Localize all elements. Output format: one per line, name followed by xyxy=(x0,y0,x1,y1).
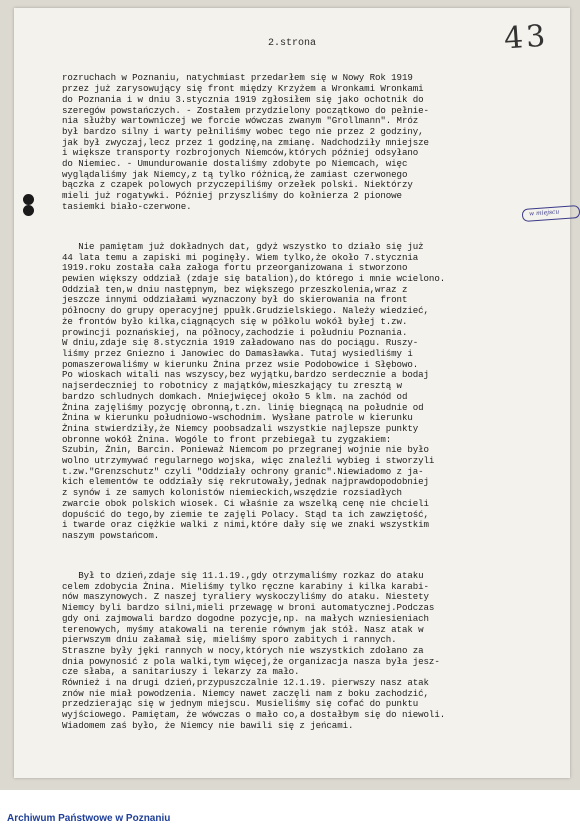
text-line: cze słaba, a sanitariuszy i lekarzy za mało. xyxy=(62,666,300,678)
paragraph-3 xyxy=(62,571,560,732)
archive-name: Archiwum Państwowe w Poznaniu xyxy=(7,813,171,824)
handwritten-page-number: 43 xyxy=(502,18,550,57)
text-line: wolno utrzymywać regularnego wojska, więc znaleźli wybieg i stworzyli xyxy=(62,455,435,467)
text-line: Po wioskach witali nas wszyscy,bez wyjątku,bardzo serdecznie a bodaj xyxy=(62,369,429,381)
text-line: gdy oni zajmowali bardzo dogodne pozycje,np. na małych wzniesieniach xyxy=(62,612,429,624)
document-page xyxy=(14,8,570,778)
text-line: Wiadomem zaś było, że Niemcy nie bawili się z jeńcami. xyxy=(62,719,354,731)
archive-footer xyxy=(0,790,580,840)
text-line: zwarcie obok polskich wiosek. Ci właśnie za wszelką cenę nie chcieli xyxy=(62,497,429,509)
text-line: wyjściowego. Pamiętam, że wówczas o mało co,a dostałbym się do niewoli. xyxy=(62,709,446,721)
text-line: bardzo schludnych domkach. Mniejwięcej około 5 klm. na zachód od xyxy=(62,390,408,402)
text-line: północny do grupy operacyjnej ppułk.Grudzielskiego. Należy wiedzieć, xyxy=(62,305,429,317)
text-line: W dniu,zdaje się 8.stycznia 1919 załadowano nas do pociągu. Ruszy- xyxy=(62,337,419,349)
text-line: i większe transporty rozbrojonych Niemców,których później odsyłano xyxy=(62,147,419,159)
text-line: terenowych, myśmy atakowali na terenie równym jak stół. Nasz atak w xyxy=(62,623,424,635)
text-line: 44 lata temu a zapiski mi poginęły. Wiem tylko,że około 7.stycznia xyxy=(62,251,419,263)
text-line: prowincji poznańskiej, na północy,zachodzie i południu Poznania. xyxy=(62,326,408,338)
text-line: Żnina w kierunku południowo-wschodnim. Wysłane patrole w kierunku xyxy=(62,412,413,424)
text-line: bączka z czapek polowych przyczepiliśmy orzełek polski. Niektórzy xyxy=(62,179,413,191)
page-label: 2.strona xyxy=(267,38,316,49)
text-line: dopuścić do tego,by ziemie te zajęli Polacy. Stąd ta ich zawziętość, xyxy=(62,508,429,520)
text-line: że frontów było kilka,ciągnących się w półkolu wokół byłej t.zw. xyxy=(62,315,408,327)
text-line: Nie pamiętam już dokładnych dat, gdyż wszystko to działo się już xyxy=(62,240,424,252)
text-line: do Niemiec. - Umundurowanie dostaliśmy zdobyte po Niemcach, więc xyxy=(62,158,408,170)
text-line: naszym powstańcom. xyxy=(62,529,160,541)
text-line: 1919.roku została cała załoga fortu przeorganizowana i stworzono xyxy=(62,262,408,274)
text-line: celem zdobycia Żnina. Mieliśmy tylko ręczne karabiny i kilka karabi- xyxy=(62,580,429,592)
text-line: Niemcy byli bardzo silni,mieli przewagę w broni automatycznej.Podczas xyxy=(62,602,435,614)
paragraph-1 xyxy=(62,73,560,212)
punch-hole xyxy=(23,205,34,216)
text-line: był bardzo silny i warty pełniliśmy wobec tego nie przez 2 godziny, xyxy=(62,125,424,137)
text-line: pewien większy oddział (zdaje się batalion),do którego i mnie wcielono. xyxy=(62,273,446,285)
text-line: z synów i ze samych kolonistów niemieckich,wszędzie rozsiadłych xyxy=(62,487,402,499)
text-line: liśmy przez Gniezno i Janowiec do Damasławka. Tutaj wysiedliśmy i xyxy=(62,347,413,359)
text-line: Straszne były jęki rannych w nocy,których nie wszystkich zdołano za xyxy=(62,644,424,656)
text-line: przez już zarysowujący się front między Krzyżem a Wronkami Wronkami xyxy=(62,83,424,95)
text-line: Żnina stwierdziły,że Niemcy poobsadzali wszystkie najlepsze punkty xyxy=(62,422,419,434)
text-line: wyglądaliśmy jak Niemcy,z tą tylko różnicą,że zamiast czerwonego xyxy=(62,168,408,180)
text-line: pierwszym dniu załamał się, mieliśmy sporo zabitych i rannych. xyxy=(62,634,397,646)
text-line: kich elementów te oddziały się rekrutowały,jednak najprawdopodobniej xyxy=(62,476,429,488)
text-line: jeszcze innymi oddziałami wyznaczony był do skierowania na front xyxy=(62,294,408,306)
text-line: Był to dzień,zdaje się 11.1.19.,gdy otrzymaliśmy rozkaz do ataku xyxy=(62,570,424,582)
text-line: tasiemki biało-czerwone. xyxy=(62,200,192,212)
text-line: jak był zwyczaj,lecz przez 1 godzinę,na zmianę. Nadchodziły mniejsze xyxy=(62,136,429,148)
text-line: do Poznania i w dniu 3.stycznia 1919 zgłosiłem się jako ochotnik do xyxy=(62,93,424,105)
text-line: i twarde oraz ciężkie walki z nimi,które dały się we znaki wszystkim xyxy=(62,519,429,531)
text-line: nia służby wartowniczej we forcie wówczas zwanym "Grollmann". Mróz xyxy=(62,115,419,127)
paragraph-2 xyxy=(62,242,560,542)
text-line: Również i na drugi dzień,przypuszczalnie 12.1.19. pierwszy nasz atak xyxy=(62,677,429,689)
margin-note-text: w miejscu xyxy=(528,208,560,218)
text-line: najserdeczniej to robotnicy z majątków,mieszkający tu zresztą w xyxy=(62,380,402,392)
punch-hole xyxy=(23,194,34,205)
text-line: przedzierając się w jednym miejscu. Musieliśmy się cofać do punktu xyxy=(62,698,419,710)
text-line: Szubin, Żnin, Barcin. Ponieważ Niemcom po przegranej wojnie nie było xyxy=(62,444,429,456)
text-line: szeregów powstańczych. - Zostałem przydzielony początkowo do pełnie- xyxy=(62,104,429,116)
text-line: znów nie miał powodzenia. Niemcy nawet zaczęli nam z boku zachodzić, xyxy=(62,687,429,699)
text-line: mieli już rogatywki. Później przyszliśmy do kołnierza 2 pionowe xyxy=(62,190,402,202)
text-line: Żnina zajęliśmy pozycję obronną,t.zn. linię biegnącą na południe od xyxy=(62,401,424,413)
text-line: nów maszynowych. Z naszej tyraliery wyskoczyliśmy do ataku. Niestety xyxy=(62,591,429,603)
text-line: Oddział ten,w dniu następnym, bez większego przeszkolenia,wraz z xyxy=(62,283,408,295)
text-line: t.zw."Grenzschutz" czyli "Oddziały ochrony granic".Niewiadomo z ja- xyxy=(62,465,424,477)
text-line: dnia powynosić z pola walki,tym więcej,że organizacja nasza była jesz- xyxy=(62,655,440,667)
text-line: pomaszerowaliśmy w kierunku Żnina przez wsie Podobowice i Słębowo. xyxy=(62,358,419,370)
text-line: obronne wokół Żnina. Wogóle to front przebiegał tu zygzakiem: xyxy=(62,433,392,445)
text-line: rozruchach w Poznaniu, natychmiast przedarłem się w Nowy Rok 1919 xyxy=(62,72,413,84)
typed-body-text xyxy=(62,52,560,761)
